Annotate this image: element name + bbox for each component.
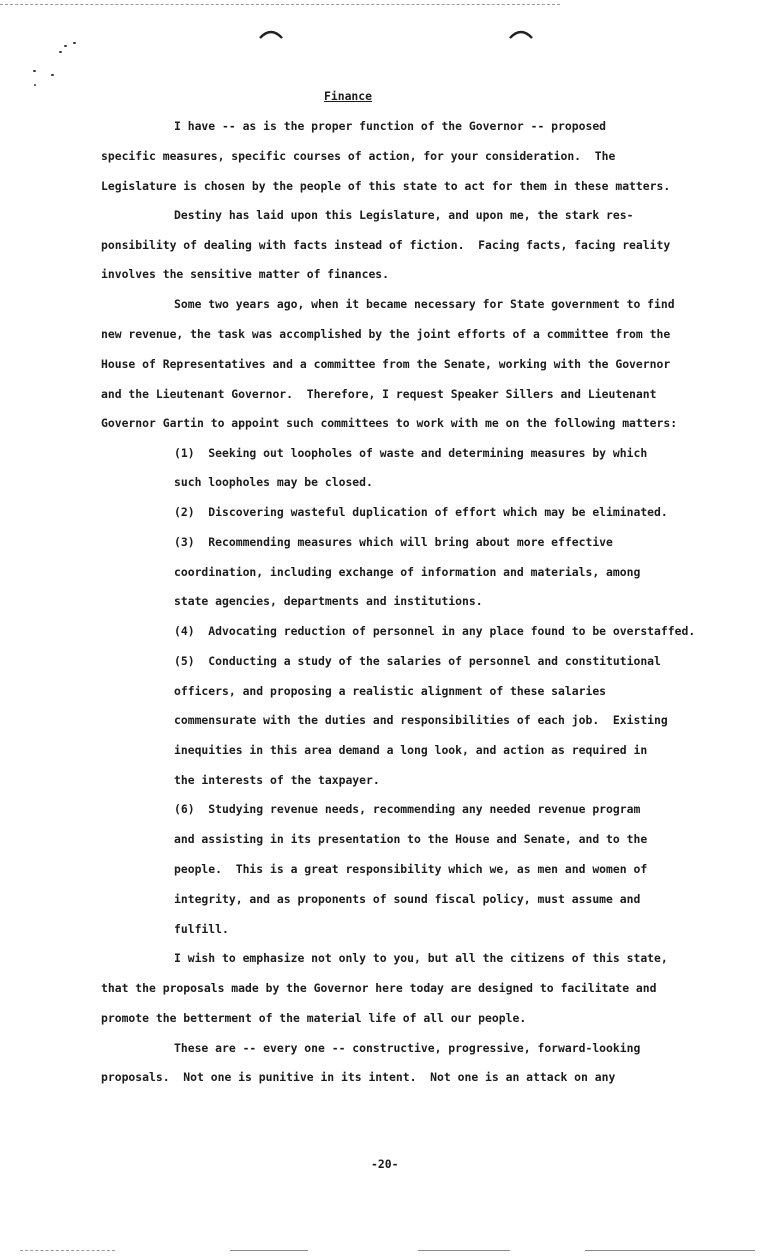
list-item-text: fulfill. <box>174 922 229 936</box>
list-item-text: such loopholes may be closed. <box>174 475 373 489</box>
text-line: and the Lieutenant Governor. Therefore, I request Speaker Sillers and Lieutenant <box>101 387 657 401</box>
text-line: promote the betterment of the material life of all our people. <box>101 1011 527 1025</box>
scan-speck <box>34 84 36 86</box>
text-line: Destiny has laid upon this Legislature, and upon me, the stark res- <box>174 208 634 222</box>
scan-speck <box>64 45 67 47</box>
scan-speck <box>73 42 76 44</box>
text-line: I wish to emphasize not only to you, but all the citizens of this state, <box>174 951 668 965</box>
text-line: involves the sensitive matter of finances. <box>101 267 390 281</box>
text-line: new revenue, the task was accomplished by the joint efforts of a committee from the <box>101 327 671 341</box>
list-item-text: and assisting in its presentation to the House and Senate, and to the <box>174 832 648 846</box>
list-item-text: (2) Discovering wasteful duplication of effort which may be eliminated. <box>174 505 668 519</box>
text-line: Legislature is chosen by the people of this state to act for them in these matters. <box>101 179 671 193</box>
list-item-text: (5) Conducting a study of the salaries of personnel and constitutional <box>174 654 661 668</box>
text-line: House of Representatives and a committee from the Senate, working with the Governor <box>101 357 671 371</box>
list-item-text: (3) Recommending measures which will bring about more effective <box>174 535 613 549</box>
bottom-edge-rule <box>585 1250 755 1251</box>
bottom-edge-rule <box>230 1250 308 1251</box>
text-line: Some two years ago, when it became necessary for State government to find <box>174 297 675 311</box>
list-item-text: coordination, including exchange of information and materials, among <box>174 565 641 579</box>
text-line: that the proposals made by the Governor here today are designed to facilitate and <box>101 981 657 995</box>
bottom-edge-dashes <box>20 1250 115 1251</box>
list-item-text: (6) Studying revenue needs, recommending any needed revenue program <box>174 802 641 816</box>
list-item-text: (4) Advocating reduction of personnel in any place found to be overstaffed. <box>174 624 696 638</box>
punch-hole-mark-right <box>508 28 534 40</box>
text-line: ponsibility of dealing with facts instead of fiction. Facing facts, facing reality <box>101 238 671 252</box>
text-line: specific measures, specific courses of action, for your consideration. The <box>101 149 616 163</box>
bottom-edge-rule <box>418 1250 510 1251</box>
top-edge-dashes <box>0 4 560 5</box>
list-item-text: (1) Seeking out loopholes of waste and determining measures by which <box>174 446 648 460</box>
section-title: Finance <box>324 89 373 103</box>
text-line: Governor Gartin to appoint such committees to work with me on the following matters: <box>101 416 678 430</box>
scan-speck <box>59 51 62 53</box>
list-item-text: commensurate with the duties and responsibilities of each job. Existing <box>174 713 668 727</box>
list-item-text: officers, and proposing a realistic alignment of these salaries <box>174 684 607 698</box>
page-number: -20- <box>371 1157 399 1171</box>
text-line: proposals. Not one is punitive in its intent. Not one is an attack on any <box>101 1070 616 1084</box>
punch-hole-mark-left <box>258 28 284 40</box>
text-line: These are -- every one -- constructive, progressive, forward-looking <box>174 1041 641 1055</box>
scan-speck <box>51 74 54 76</box>
list-item-text: inequities in this area demand a long look, and action as required in <box>174 743 648 757</box>
text-line: I have -- as is the proper function of the Governor -- proposed <box>174 119 607 133</box>
list-item-text: people. This is a great responsibility which we, as men and women of <box>174 862 648 876</box>
list-item-text: state agencies, departments and institutions. <box>174 594 483 608</box>
list-item-text: integrity, and as proponents of sound fiscal policy, must assume and <box>174 892 641 906</box>
scan-speck <box>33 70 36 72</box>
list-item-text: the interests of the taxpayer. <box>174 773 380 787</box>
